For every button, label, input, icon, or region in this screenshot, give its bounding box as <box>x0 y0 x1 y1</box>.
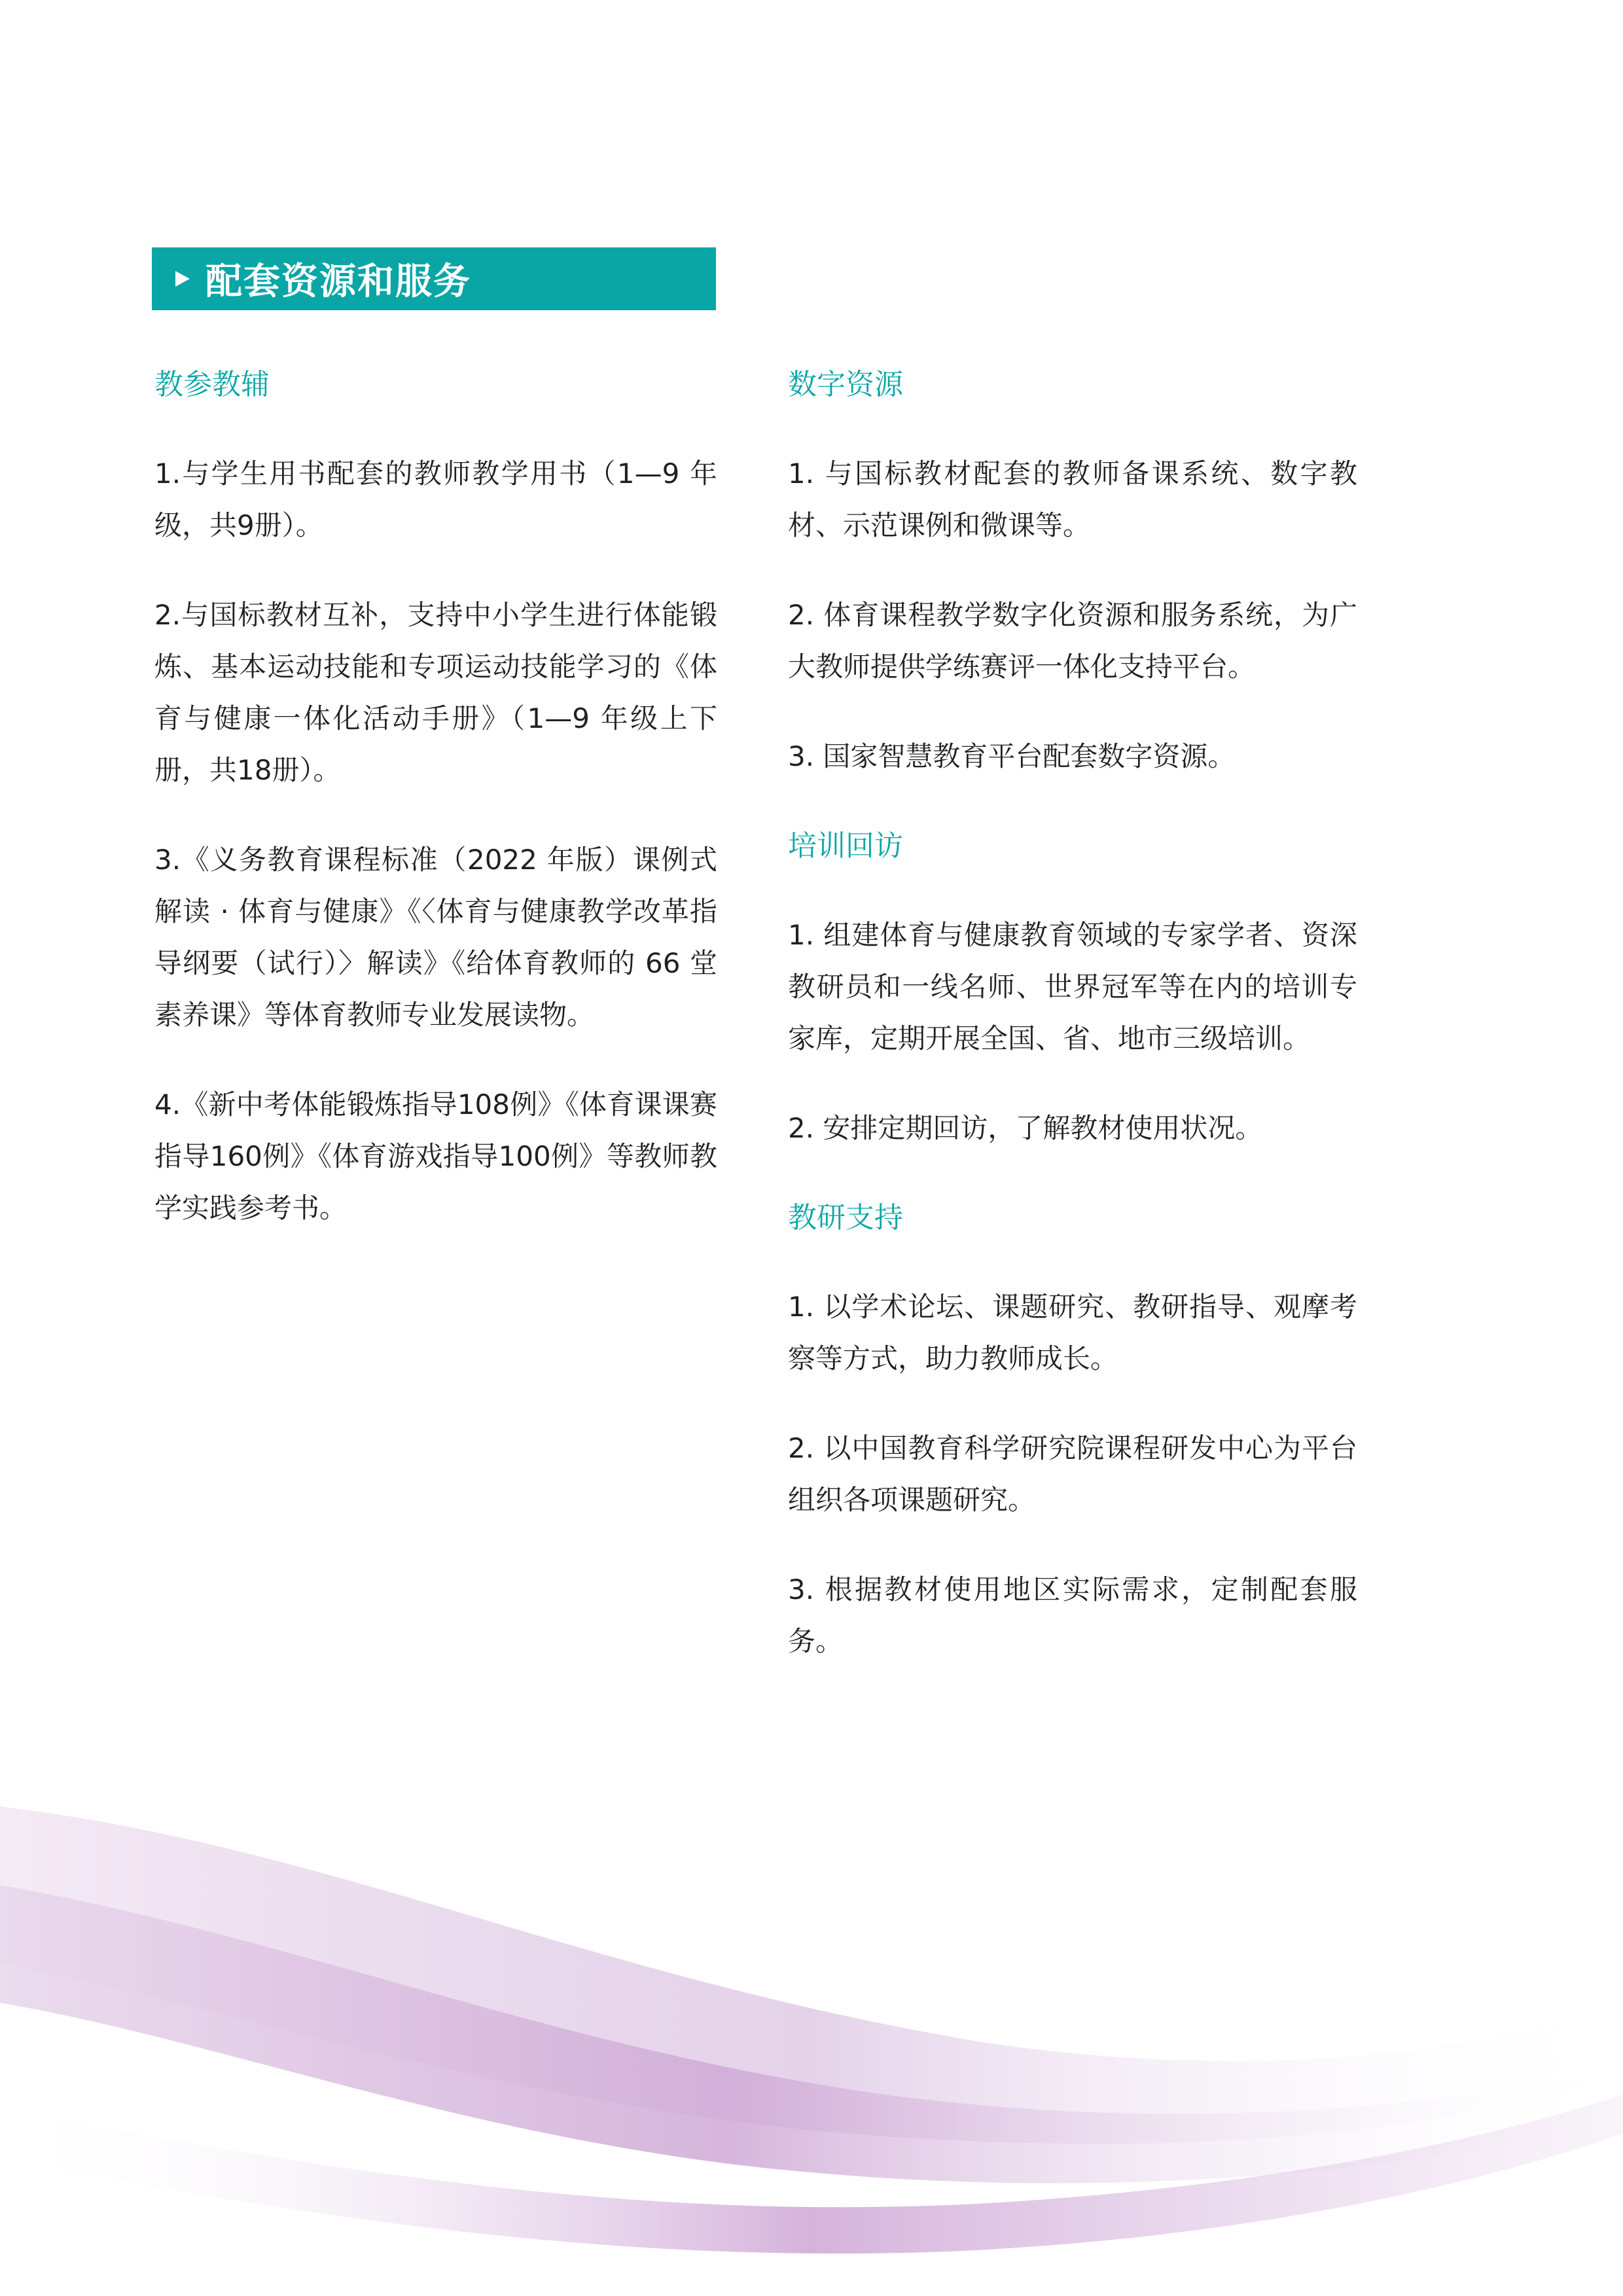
list-item: 1. 与国标教材配套的教师备课系统、数字教材、示范课例和微课等。 <box>788 457 1357 541</box>
subheading-digital-resources: 数字资源 <box>788 368 903 401</box>
list-item: 2. 体育课程教学数字化资源和服务系统，为广大教师提供学练赛评一体化支持平台。 <box>788 599 1357 683</box>
list-item: 1. 组建体育与健康教育领域的专家学者、资深教研员和一线名师、世界冠军等在内的培训专家库，定期开展全国、省、地市三级培训。 <box>788 919 1357 1054</box>
list-item: 1. 以学术论坛、课题研究、教研指导、观摩考察等方式，助力教师成长。 <box>788 1291 1357 1374</box>
list-item: 3.《义务教育课程标准（2022 年版）课例式解读 · 体育与健康》《〈体育与健康教学改革指导纲要（试行）〉解读》《给体育教师的 66 堂素养课》等体育教师专业发展读物。 <box>154 844 717 1031</box>
list-item: 3. 国家智慧教育平台配套数字资源。 <box>788 740 1236 772</box>
right-column <box>788 359 1357 1705</box>
list-item: 2. 安排定期回访，了解教材使用状况。 <box>788 1112 1263 1144</box>
arrow-right-icon <box>175 271 190 287</box>
list-item: 2. 以中国教育科学研究院课程研发中心为平台组织各项课题研究。 <box>788 1432 1357 1516</box>
left-column <box>154 359 717 1272</box>
subheading-teaching-references: 教参教辅 <box>154 368 270 401</box>
subheading-training-visits: 培训回访 <box>788 829 903 863</box>
subheading-research-support: 教研支持 <box>788 1201 903 1234</box>
list-item: 2.与国标教材互补，支持中小学生进行体能锻炼、基本运动技能和专项运动技能学习的《体育与健康一体化活动手册》（1—9 年级上下册，共18册）。 <box>154 599 717 786</box>
list-item: 3. 根据教材使用地区实际需求，定制配套服务。 <box>788 1573 1357 1657</box>
section-header <box>152 247 716 310</box>
list-item: 1.与学生用书配套的教师教学用书（1—9 年级，共9册）。 <box>154 457 717 541</box>
decorative-wave <box>0 1767 1623 2296</box>
section-title: 配套资源和服务 <box>205 260 471 303</box>
list-item: 4.《新中考体能锻炼指导108例》《体育课课赛指导160例》《体育游戏指导100例》等教师教学实践参考书。 <box>154 1088 717 1224</box>
